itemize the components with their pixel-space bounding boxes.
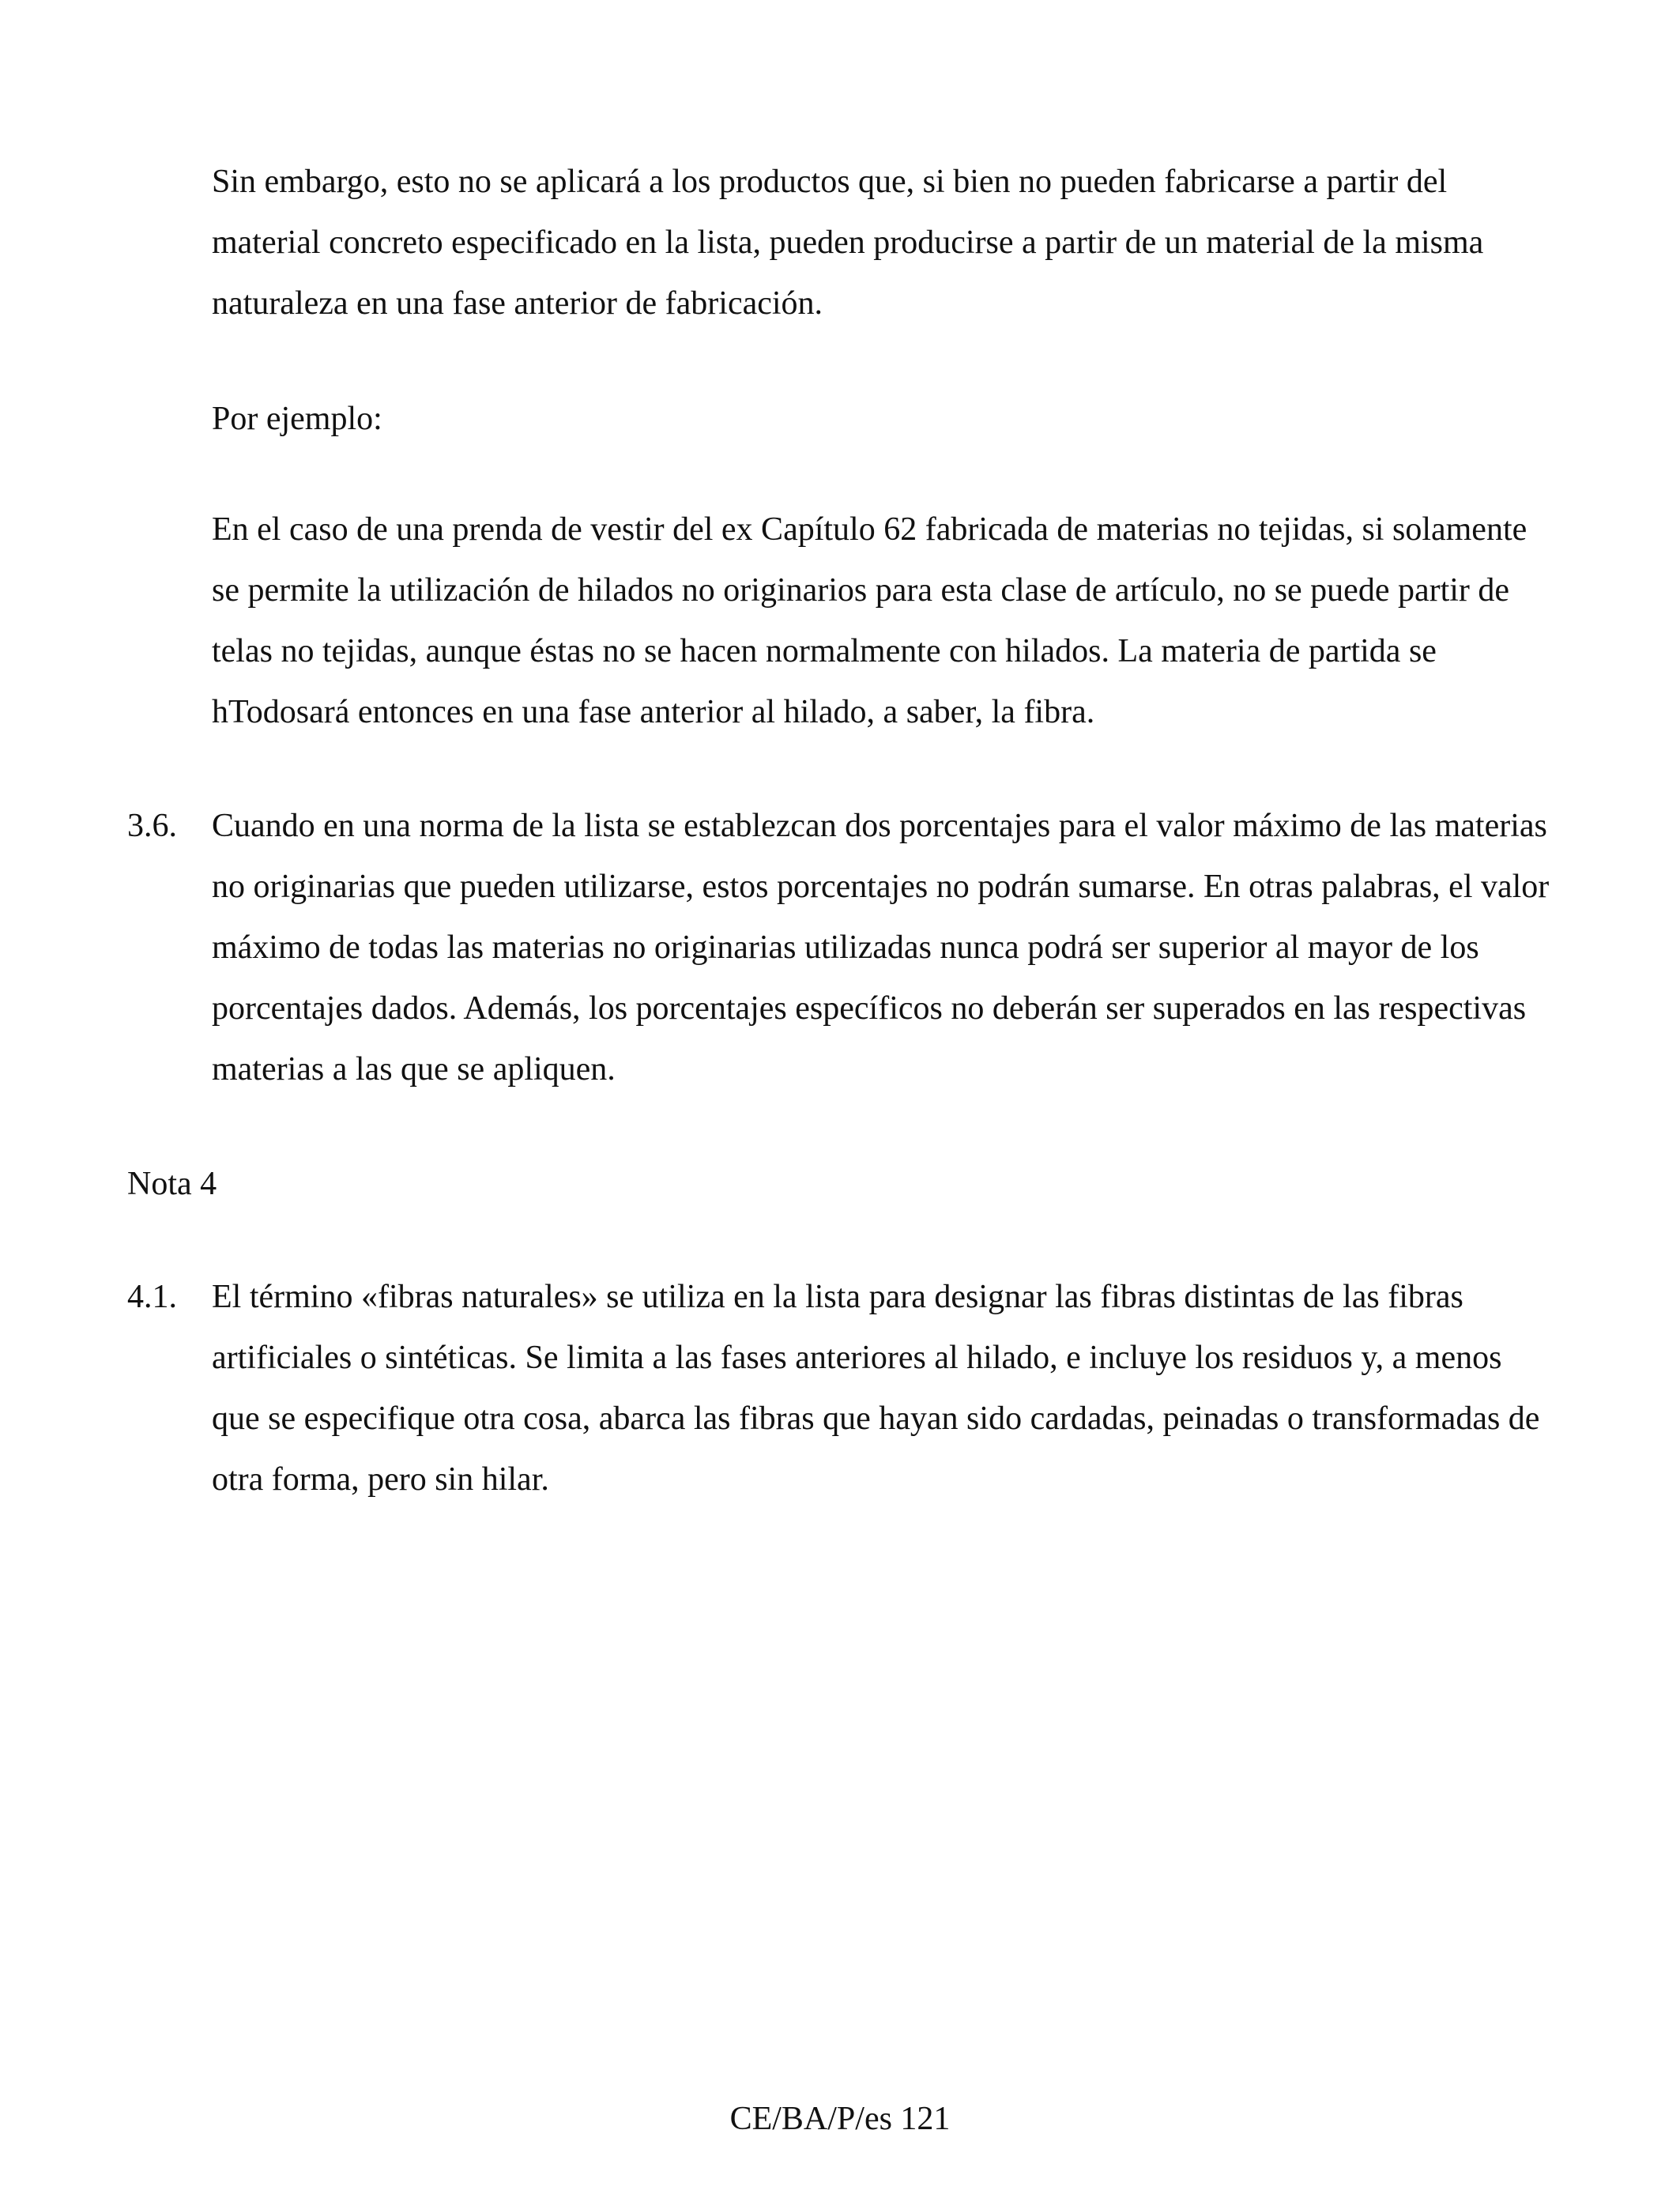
example-label: Por ejemplo: (212, 401, 382, 437)
intro-paragraph: Sin embargo, esto no se aplicará a los productos que, si bien no pueden fabricarse a partir del material concreto especificado en la lista, pueden producirse a partir de un material de la misma naturaleza en una fase anterior de fabricación. (212, 164, 1484, 322)
section-4-1-number: 4.1. (127, 1279, 177, 1315)
section-4-1 (127, 1267, 1558, 1510)
example-paragraph: En el caso de una prenda de vestir del ex Capítulo 62 fabricada de materias no tejidas, si solamente se permite la utilización de hilados no originarios para esta clase de artículo, no se puede partir de telas no tejidas, aunque éstas no se hacen normalmente con hilados. La materia de partida se hTodosará entonces en una fase anterior al hilado, a saber, la fibra. (212, 511, 1527, 730)
section-3-6-text: Cuando en una norma de la lista se establezcan dos porcentajes para el valor máximo de las materias no originarias que pueden utilizarse, estos porcentajes no podrán sumarse. En otras palabras, el valor máximo de todas las materias no originarias utilizadas nunca podrá ser superior al mayor de los porcentajes dados. Además, los porcentajes específicos no deberán ser superados en las respectivas materias a las que se apliquen. (212, 808, 1550, 1088)
section-4-1-text: El término «fibras naturales» se utiliza en la lista para designar las fibras distintas de las fibras artificiales o sintéticas. Se limita a las fases anteriores al hilado, e incluye los residuos y, a menos que se especifique otra cosa, abarca las fibras que hayan sido cardadas, peinadas o transformadas de otra forma, pero sin hilar. (212, 1279, 1540, 1498)
note-4-heading: Nota 4 (127, 1166, 217, 1202)
section-3-6-number: 3.6. (127, 808, 177, 844)
section-3-6 (127, 796, 1558, 1100)
page-footer-reference: CE/BA/P/es 121 (729, 2101, 951, 2137)
